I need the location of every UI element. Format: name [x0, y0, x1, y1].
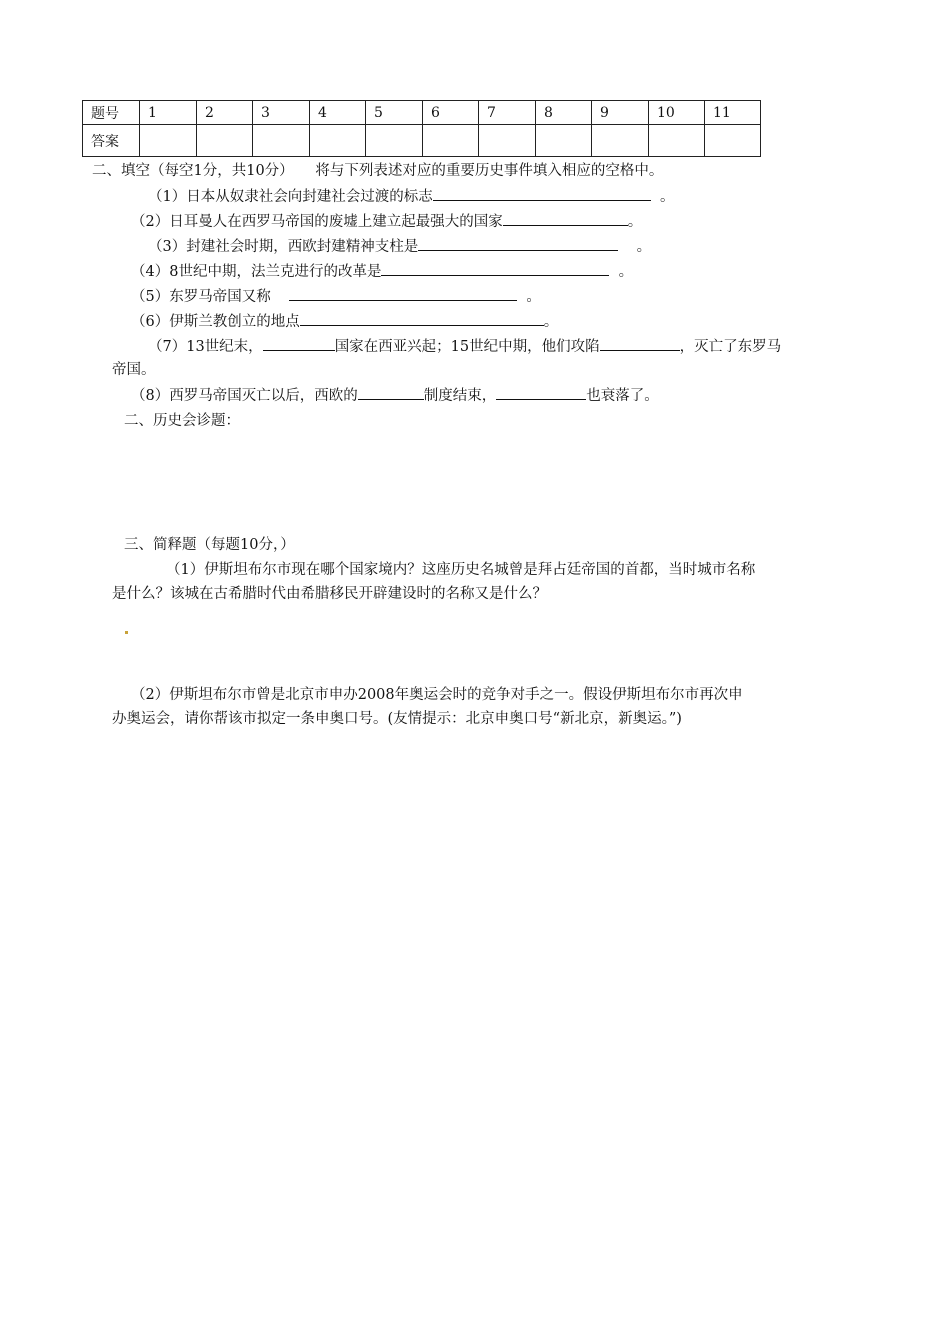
- answer-blank[interactable]: [496, 386, 586, 400]
- fill-question-8: [131, 386, 659, 406]
- question-text: （3）封建社会时期，西欧封建精神支柱是: [148, 239, 419, 255]
- fill-question-7: [148, 337, 781, 357]
- fill-question-4: [131, 262, 633, 282]
- mark-dot: [125, 631, 128, 634]
- question-number-cell: 8: [536, 101, 592, 125]
- question-number-cell: 10: [649, 101, 705, 125]
- fill-question-6: [131, 312, 558, 332]
- answer-table: [82, 100, 761, 157]
- answer-cell[interactable]: [649, 125, 705, 157]
- answer-blank[interactable]: [289, 287, 517, 301]
- punctuation: 。: [659, 189, 675, 205]
- question-text: （6）伊斯兰教创立的地点: [131, 314, 300, 330]
- question-text: 国家在西亚兴起；15世纪中期，他们攻陷: [334, 339, 600, 355]
- fill-question-7-continued: 帝国。: [112, 362, 156, 378]
- answer-blank[interactable]: [381, 262, 609, 276]
- question-number-cell: 5: [366, 101, 423, 125]
- answer-cell[interactable]: [197, 125, 253, 157]
- question-number-cell: 7: [479, 101, 536, 125]
- answer-cell[interactable]: [310, 125, 366, 157]
- question-number-cell: 11: [705, 101, 761, 125]
- short-answer-heading: 三、简释题（每题10分，）: [124, 537, 295, 553]
- answer-blank[interactable]: [418, 237, 618, 251]
- answer-blank[interactable]: [300, 312, 544, 326]
- question-number-cell: 3: [253, 101, 310, 125]
- fill-in-heading: 二、填空（每空1分，共10分） 将与下列表述对应的重要历史事件填入相应的空格中。: [92, 163, 664, 179]
- question-text: （1）日本从奴隶社会向封建社会过渡的标志: [148, 189, 433, 205]
- answer-blank[interactable]: [433, 187, 651, 201]
- answer-blank[interactable]: [503, 212, 628, 226]
- answer-cell[interactable]: [705, 125, 761, 157]
- row-label-answer: 答案: [83, 125, 140, 157]
- question-number-row: [83, 101, 761, 125]
- question-text: （4）8世纪中期，法兰克进行的改革是: [131, 264, 382, 280]
- short-question-2-line-1: （2）伊斯坦布尔市曾是北京市申办2008年奥运会时的竞争对手之一。假设伊斯坦布尔市再次申: [131, 687, 743, 703]
- answer-cell[interactable]: [366, 125, 423, 157]
- question-number-cell: 4: [310, 101, 366, 125]
- question-text: （8）西罗马帝国灭亡以后，西欧的: [131, 388, 358, 404]
- question-text: （5）东罗马帝国又称: [131, 289, 271, 305]
- short-question-1-line-2: 是什么？该城在古希腊时代由希腊移民开辟建设时的名称又是什么？: [112, 586, 547, 602]
- question-number-cell: 9: [592, 101, 649, 125]
- question-number-cell: 1: [140, 101, 197, 125]
- history-diagnosis-heading: 二、历史会诊题：: [124, 413, 240, 429]
- question-text: （7）13世纪末，: [148, 339, 263, 355]
- answer-cell[interactable]: [479, 125, 536, 157]
- row-label-question-number: 题号: [83, 101, 140, 125]
- answer-row: [83, 125, 761, 157]
- question-text: （2）日耳曼人在西罗马帝国的废墟上建立起最强大的国家: [131, 214, 503, 230]
- short-question-2-line-2: 办奥运会，请你帮该市拟定一条申奥口号。(友情提示：北京申奥口号“新北京，新奥运。”): [112, 711, 682, 727]
- answer-cell[interactable]: [140, 125, 197, 157]
- question-text: 也衰落了。: [586, 388, 659, 404]
- answer-blank[interactable]: [263, 337, 335, 351]
- punctuation: 。: [636, 239, 652, 255]
- answer-cell[interactable]: [536, 125, 592, 157]
- answer-cell[interactable]: [253, 125, 310, 157]
- question-text: 制度结束，: [423, 388, 497, 404]
- punctuation: 。: [618, 264, 634, 280]
- question-text: ，灭亡了东罗马: [679, 339, 782, 355]
- fill-question-1: [148, 187, 674, 207]
- answer-cell[interactable]: [592, 125, 649, 157]
- answer-blank[interactable]: [358, 386, 424, 400]
- punctuation: 。: [627, 214, 643, 230]
- answer-cell[interactable]: [423, 125, 479, 157]
- fill-question-5: [131, 287, 541, 307]
- answer-blank[interactable]: [600, 337, 680, 351]
- question-number-cell: 6: [423, 101, 479, 125]
- fill-question-2: [131, 212, 642, 232]
- punctuation: 。: [543, 314, 559, 330]
- fill-question-3: [148, 237, 651, 257]
- question-number-cell: 2: [197, 101, 253, 125]
- short-question-1-line-1: （1）伊斯坦布尔市现在哪个国家境内？这座历史名城曾是拜占廷帝国的首都，当时城市名称: [166, 562, 756, 578]
- punctuation: 。: [526, 289, 541, 305]
